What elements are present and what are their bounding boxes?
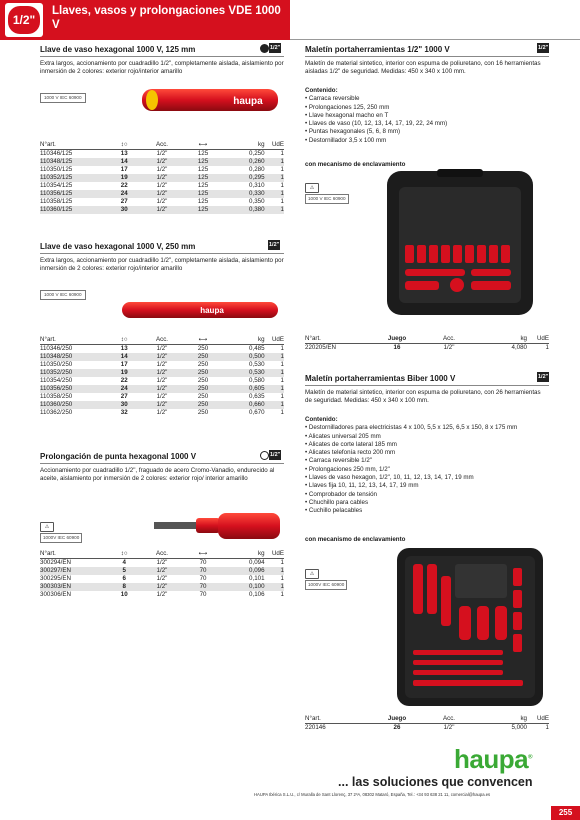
table-cell: 1 bbox=[280, 376, 284, 384]
col-kg: kg bbox=[224, 336, 265, 344]
drive-size-badge-label: 1/2" bbox=[8, 6, 40, 34]
table-row bbox=[305, 343, 549, 352]
table-cell: 1/2" bbox=[156, 197, 168, 205]
table-row bbox=[40, 409, 284, 417]
table-cell: 0,660 bbox=[224, 401, 265, 409]
col-size-icon: ↕○ bbox=[107, 336, 142, 344]
section-description: Accionamiento por cuadradillo 1/2", fraguado de acero Cromo-Vanadio, endurecido al aceite, aislamiento por inmersión de 2 colores: exterior rojo/ interior amarillo bbox=[40, 467, 275, 483]
col-unit: UdE bbox=[527, 715, 549, 723]
table-cell: 1/2" bbox=[141, 567, 182, 575]
table-cell: 1 bbox=[280, 344, 284, 352]
table-cell: 70 bbox=[199, 574, 207, 582]
certification-badge bbox=[305, 183, 349, 204]
col-article: N°art. bbox=[305, 335, 367, 343]
table-cell: 1/2" bbox=[141, 190, 182, 198]
table-cell: 4 bbox=[122, 558, 126, 566]
list-item: • Carraca reversible 1/2" bbox=[305, 457, 549, 465]
drive-indicator bbox=[260, 43, 281, 54]
section-rule bbox=[40, 253, 284, 254]
col-set: Juego bbox=[367, 715, 427, 723]
table-cell: 0,295 bbox=[224, 174, 265, 182]
drive-label: 1/2" bbox=[270, 45, 281, 51]
col-length-icon: ⟷ bbox=[183, 336, 224, 344]
table-row bbox=[40, 558, 284, 567]
table-cell: 1 bbox=[280, 149, 284, 157]
col-unit: UdE bbox=[265, 141, 284, 149]
table-cell: 14 bbox=[107, 353, 142, 361]
table-cell: 1 bbox=[545, 723, 549, 731]
certification-badge bbox=[40, 522, 82, 543]
certification-text: 1000V IEC 60900 bbox=[40, 533, 82, 543]
col-length-icon: ⟷ bbox=[183, 141, 224, 149]
drive-label: 1/2" bbox=[269, 242, 280, 248]
table-cell: 1 bbox=[265, 385, 284, 393]
table-cell: 17 bbox=[120, 165, 128, 173]
section-description: Maletín de material sintetico, interior con espuma de poliuretano, con 16 herramientas aisladas 1/2" de seguridad. Medidas: 450 x 340 x 100 mm. bbox=[305, 60, 541, 76]
table-cell: 0,530 bbox=[224, 369, 265, 377]
table-cell: 1/2" bbox=[156, 165, 168, 173]
table-row bbox=[40, 206, 284, 214]
table-row bbox=[40, 393, 284, 401]
table-cell: 0,094 bbox=[249, 558, 265, 566]
table-cell: 125 bbox=[183, 190, 224, 198]
socket-250-image bbox=[120, 300, 280, 320]
hex-drive-icon bbox=[260, 44, 269, 53]
table-row bbox=[40, 174, 284, 182]
table-cell: 220205/EN bbox=[305, 343, 336, 351]
table-cell: 5 bbox=[107, 567, 142, 575]
table-cell: 1 bbox=[280, 408, 284, 416]
table-cell: 110362/250 bbox=[40, 408, 73, 416]
table-cell: 1/2" bbox=[156, 574, 168, 582]
table-cell: 110354/250 bbox=[40, 376, 73, 384]
table-cell: 250 bbox=[183, 353, 224, 361]
warning-triangle-icon: ⚠ bbox=[305, 183, 319, 193]
table-row bbox=[40, 182, 284, 190]
table-cell: 250 bbox=[197, 344, 209, 352]
col-article: N°art. bbox=[40, 141, 107, 149]
table-cell: 1 bbox=[265, 206, 284, 214]
certification-text: 1000 V IEC 60900 bbox=[305, 194, 349, 204]
table-cell: 13 bbox=[120, 344, 128, 352]
table-cell: 70 bbox=[199, 590, 207, 598]
product-table bbox=[305, 715, 549, 732]
section-title: Llave de vaso hexagonal 1000 V, 125 mm bbox=[40, 45, 196, 54]
slogan: ... las soluciones que convencen bbox=[338, 775, 533, 789]
hex-drive-icon bbox=[260, 451, 269, 460]
list-item: • Chuchillo para cables bbox=[305, 499, 549, 507]
certification-badge: 1000 V IEC 60900 bbox=[40, 93, 86, 103]
table-cell: 220146 bbox=[305, 723, 326, 731]
table-cell: 125 bbox=[197, 165, 209, 173]
col-length-icon: ⟷ bbox=[183, 550, 224, 558]
table-cell: 1/2" bbox=[141, 369, 182, 377]
table-cell: 110356/250 bbox=[40, 385, 107, 393]
table-cell: 1/2" bbox=[156, 360, 168, 368]
table-cell: 0,250 bbox=[249, 149, 265, 157]
table-cell: 5,000 bbox=[511, 723, 527, 731]
table-cell: 250 bbox=[197, 360, 209, 368]
section-socket-125 bbox=[40, 45, 284, 230]
list-item: • Alicates universal 205 mm bbox=[305, 433, 549, 441]
tool-case-biber-image bbox=[395, 546, 545, 708]
col-unit: UdE bbox=[265, 336, 284, 344]
tool-brand-text: haupa bbox=[200, 306, 224, 315]
table-cell: 0,380 bbox=[224, 206, 265, 214]
section-title: Maletín portaherramientas 1/2" 1000 V bbox=[305, 45, 450, 54]
table-cell: 0,350 bbox=[249, 197, 265, 205]
table-cell: 110346/250 bbox=[40, 344, 73, 352]
table-cell: 110348/125 bbox=[40, 158, 107, 166]
table-cell: 24 bbox=[107, 385, 142, 393]
page-number: 255 bbox=[551, 806, 580, 820]
drive-indicator bbox=[268, 240, 280, 251]
table-cell: 0,605 bbox=[224, 385, 265, 393]
table-cell: 1/2" bbox=[141, 174, 182, 182]
list-item: • Alicates de corte lateral 185 mm bbox=[305, 441, 549, 449]
table-cell: 1/2" bbox=[156, 344, 168, 352]
table-cell: 0,280 bbox=[249, 165, 265, 173]
table-cell: 10 bbox=[120, 590, 128, 598]
table-cell: 110350/125 bbox=[40, 165, 73, 173]
table-cell: 26 bbox=[393, 723, 401, 731]
table-cell: 110348/250 bbox=[40, 353, 107, 361]
table-row bbox=[40, 166, 284, 174]
table-cell: 22 bbox=[120, 181, 128, 189]
list-item: • Cuchillo pelacables bbox=[305, 507, 549, 515]
table-cell: 110358/250 bbox=[40, 392, 73, 400]
certification-badge bbox=[305, 569, 347, 590]
section-rule bbox=[305, 385, 549, 386]
table-row bbox=[40, 353, 284, 361]
table-cell: 250 bbox=[197, 376, 209, 384]
table-cell: 1/2" bbox=[156, 590, 168, 598]
table-cell: 1 bbox=[265, 401, 284, 409]
col-drive: Acc. bbox=[141, 550, 182, 558]
table-cell: 1/2" bbox=[156, 558, 168, 566]
section-title: Llave de vaso hexagonal 1000 V, 250 mm bbox=[40, 242, 196, 251]
col-size-icon: ↕○ bbox=[107, 141, 142, 149]
table-cell: 70 bbox=[183, 583, 224, 591]
table-cell: 27 bbox=[120, 392, 128, 400]
list-item: • Llaves fija 10, 11, 12, 13, 14, 17, 19 mm bbox=[305, 482, 549, 490]
table-cell: 70 bbox=[183, 567, 224, 575]
col-article: N°art. bbox=[305, 715, 367, 723]
table-cell: 250 bbox=[183, 385, 224, 393]
contents-list bbox=[305, 87, 549, 145]
table-cell: 1/2" bbox=[141, 583, 182, 591]
table-cell: 110356/125 bbox=[40, 190, 107, 198]
table-cell: 1/2" bbox=[156, 408, 168, 416]
table-cell: 14 bbox=[107, 158, 142, 166]
product-table bbox=[40, 336, 284, 417]
col-kg: kg bbox=[471, 335, 527, 343]
table-cell: 300294/EN bbox=[40, 558, 71, 566]
table-cell: 1/2" bbox=[141, 206, 182, 214]
col-kg: kg bbox=[224, 141, 265, 149]
table-cell: 110346/125 bbox=[40, 149, 73, 157]
product-table bbox=[40, 550, 284, 599]
hex-bit-extension-image bbox=[152, 508, 282, 544]
list-item: • Llave hexagonal macho en T bbox=[305, 112, 549, 120]
table-cell: 70 bbox=[199, 558, 207, 566]
section-description: Maletín de material sintetico, interior con espuma de poliuretano, con 26 herramientas de seguridad. Medidas: 450 x 340 x 100 mm. bbox=[305, 389, 541, 405]
col-unit: UdE bbox=[527, 335, 549, 343]
section-tool-case-16 bbox=[305, 45, 549, 360]
table-cell: 1 bbox=[280, 590, 284, 598]
table-row bbox=[40, 190, 284, 198]
section-description: Extra largos, accionamiento por cuadradillo 1/2", completamente aislada, aislamiento por inmersión de 2 colores: exterior rojo/interior amarillo bbox=[40, 257, 284, 273]
table-cell: 1 bbox=[265, 174, 284, 182]
table-cell: 1/2" bbox=[141, 401, 182, 409]
table-cell: 0,096 bbox=[224, 567, 265, 575]
table-row bbox=[40, 567, 284, 575]
table-cell: 8 bbox=[107, 583, 142, 591]
col-unit: UdE bbox=[265, 550, 284, 558]
list-item: • Prolongaciones 250 mm, 1/2" bbox=[305, 466, 549, 474]
table-cell: 250 bbox=[183, 401, 224, 409]
drive-indicator bbox=[537, 372, 549, 383]
col-kg: kg bbox=[224, 550, 265, 558]
table-row bbox=[40, 385, 284, 393]
section-title: Maletín portaherramientas Biber 1000 V bbox=[305, 374, 456, 383]
section-rule bbox=[40, 463, 284, 464]
section-description: Extra largos, accionamiento por cuadradillo 1/2", completamente aislada, aislamiento por inmersión de 2 colores: exterior rojo/interior amarillo bbox=[40, 60, 284, 76]
table-cell: 1 bbox=[545, 343, 549, 351]
table-cell: 16 bbox=[393, 343, 401, 351]
table-cell: 1/2" bbox=[156, 181, 168, 189]
table-cell: 1/2" bbox=[156, 392, 168, 400]
table-cell: 1 bbox=[265, 369, 284, 377]
contents-list bbox=[305, 416, 549, 516]
certification-badge: 1000 V IEC 60900 bbox=[40, 290, 86, 300]
table-cell: 0,580 bbox=[249, 376, 265, 384]
table-cell: 125 bbox=[197, 197, 209, 205]
table-cell: 22 bbox=[120, 376, 128, 384]
list-item: • Destornillador 3,5 x 100 mm bbox=[305, 137, 549, 145]
table-cell: 32 bbox=[120, 408, 128, 416]
table-cell: 300306/EN bbox=[40, 590, 71, 598]
table-cell: 125 bbox=[197, 149, 209, 157]
drive-label: 1/2" bbox=[270, 452, 281, 458]
table-cell: 1/2" bbox=[141, 158, 182, 166]
table-cell: 125 bbox=[183, 158, 224, 166]
table-cell: 0,485 bbox=[249, 344, 265, 352]
table-cell: 17 bbox=[120, 360, 128, 368]
table-cell: 1 bbox=[265, 583, 284, 591]
table-cell: 110350/250 bbox=[40, 360, 73, 368]
list-item: • Llaves de vaso hexagon, 1/2", 10, 11, 12, 13, 14, 17, 19 mm bbox=[305, 474, 549, 482]
col-article: N°art. bbox=[40, 336, 107, 344]
product-table bbox=[40, 141, 284, 214]
locking-mechanism-note: con mecanismo de enclavamiento bbox=[305, 161, 406, 168]
table-cell: 1 bbox=[280, 558, 284, 566]
section-hex-bit-extension bbox=[40, 452, 284, 612]
warning-triangle-icon: ⚠ bbox=[40, 522, 54, 532]
certification-text: 1000V IEC 60900 bbox=[305, 580, 347, 590]
table-cell: 110360/250 bbox=[40, 401, 107, 409]
table-cell: 1 bbox=[265, 353, 284, 361]
table-cell: 1 bbox=[280, 360, 284, 368]
socket-125-image bbox=[140, 87, 282, 113]
drive-label: 1/2" bbox=[538, 45, 549, 51]
col-kg: kg bbox=[471, 715, 527, 723]
table-cell: 0,100 bbox=[224, 583, 265, 591]
table-cell: 125 bbox=[183, 174, 224, 182]
table-cell: 300297/EN bbox=[40, 567, 107, 575]
table-row bbox=[40, 401, 284, 409]
table-cell: 125 bbox=[197, 181, 209, 189]
table-cell: 1/2" bbox=[141, 385, 182, 393]
table-cell: 0,330 bbox=[224, 190, 265, 198]
table-row bbox=[40, 149, 284, 158]
table-cell: 1/2" bbox=[443, 343, 455, 351]
section-title: Prolongación de punta hexagonal 1000 V bbox=[40, 452, 197, 461]
table-cell: 27 bbox=[120, 197, 128, 205]
table-row bbox=[40, 369, 284, 377]
table-cell: 0,635 bbox=[249, 392, 265, 400]
section-rule bbox=[305, 56, 549, 57]
table-cell: 30 bbox=[107, 206, 142, 214]
table-row bbox=[40, 344, 284, 353]
table-cell: 1/2" bbox=[141, 353, 182, 361]
table-cell: 110352/125 bbox=[40, 174, 107, 182]
table-row bbox=[40, 198, 284, 206]
table-row bbox=[40, 361, 284, 369]
table-cell: 0,310 bbox=[249, 181, 265, 189]
section-rule bbox=[40, 56, 284, 57]
drive-indicator bbox=[537, 43, 549, 54]
table-cell: 300295/EN bbox=[40, 574, 71, 582]
table-cell: 0,670 bbox=[249, 408, 265, 416]
table-cell: 19 bbox=[107, 174, 142, 182]
table-row bbox=[40, 591, 284, 599]
col-set: Juego bbox=[367, 335, 427, 343]
tool-brand-text: haupa bbox=[233, 96, 263, 107]
table-cell: 250 bbox=[183, 369, 224, 377]
section-tool-case-biber bbox=[305, 374, 549, 739]
table-cell: 6 bbox=[122, 574, 126, 582]
table-cell: 0,106 bbox=[249, 590, 265, 598]
table-cell: 1 bbox=[280, 197, 284, 205]
locking-mechanism-note: con mecanismo de enclavamiento bbox=[305, 536, 406, 543]
table-cell: 110360/125 bbox=[40, 206, 107, 214]
table-cell: 1/2" bbox=[156, 149, 168, 157]
col-drive: Acc. bbox=[141, 336, 182, 344]
header-rule bbox=[290, 39, 580, 40]
list-item: • Prolongaciones 125, 250 mm bbox=[305, 104, 549, 112]
section-socket-250 bbox=[40, 242, 284, 437]
col-drive: Acc. bbox=[141, 141, 182, 149]
list-item: • Carraca reversible bbox=[305, 95, 549, 103]
page-header-banner bbox=[0, 0, 290, 40]
contents-heading: Contenido: bbox=[305, 87, 338, 94]
table-cell: 250 bbox=[197, 392, 209, 400]
col-size-icon: ↕○ bbox=[107, 550, 142, 558]
table-row bbox=[40, 377, 284, 385]
col-drive: Acc. bbox=[427, 715, 471, 723]
table-cell: 0,500 bbox=[224, 353, 265, 361]
table-cell: 1 bbox=[265, 567, 284, 575]
col-drive: Acc. bbox=[427, 335, 471, 343]
table-cell: 110354/125 bbox=[40, 181, 73, 189]
table-cell: 0,260 bbox=[224, 158, 265, 166]
table-cell: 30 bbox=[107, 401, 142, 409]
drive-size-badge bbox=[5, 3, 43, 37]
table-cell: 110352/250 bbox=[40, 369, 107, 377]
table-cell: 1 bbox=[280, 181, 284, 189]
page-title: Llaves, vasos y prolongaciones VDE 1000 V bbox=[52, 5, 281, 31]
table-cell: 110358/125 bbox=[40, 197, 73, 205]
table-row bbox=[40, 583, 284, 591]
table-cell: 125 bbox=[183, 206, 224, 214]
list-item: • Alicates telefonía recto 200 mm bbox=[305, 449, 549, 457]
company-address: HAUPA Ibérica S.L.U., c/ Muralla de Sant Llorenç, 37 2ºA, 08302 Mataró, España, Tel.: +34 93 638 21 11, comercial@haupa.es bbox=[254, 792, 491, 797]
list-item: • Llaves de vaso (10, 12, 13, 14, 17, 19, 22, 24 mm) bbox=[305, 120, 549, 128]
table-cell: 1/2" bbox=[156, 376, 168, 384]
table-row bbox=[305, 723, 549, 732]
table-cell: 1 bbox=[265, 190, 284, 198]
warning-triangle-icon: ⚠ bbox=[305, 569, 319, 579]
table-cell: 13 bbox=[120, 149, 128, 157]
table-row bbox=[40, 158, 284, 166]
table-cell: 250 bbox=[197, 408, 209, 416]
list-item: • Comprobador de tensión bbox=[305, 491, 549, 499]
col-article: N°art. bbox=[40, 550, 107, 558]
contents-heading: Contenido: bbox=[305, 416, 338, 423]
tool-case-16-image bbox=[385, 169, 535, 317]
drive-indicator bbox=[260, 450, 281, 461]
table-cell: 1 bbox=[280, 574, 284, 582]
table-cell: 1 bbox=[280, 392, 284, 400]
table-cell: 0,101 bbox=[249, 574, 265, 582]
table-row bbox=[40, 575, 284, 583]
list-item: • Puntas hexagonales (5, 6, 8 mm) bbox=[305, 128, 549, 136]
haupa-logo: haupa® bbox=[454, 744, 532, 774]
drive-label: 1/2" bbox=[538, 374, 549, 380]
table-cell: 1 bbox=[265, 158, 284, 166]
table-cell: 1 bbox=[280, 165, 284, 173]
table-cell: 19 bbox=[107, 369, 142, 377]
table-cell: 0,530 bbox=[249, 360, 265, 368]
logo-text: haupa bbox=[454, 744, 529, 774]
table-cell: 24 bbox=[107, 190, 142, 198]
table-cell: 1/2" bbox=[443, 723, 455, 731]
list-item: • Destornilladores para electricistas 4 x 100, 5,5 x 125, 6,5 x 150, 8 x 175 mm bbox=[305, 424, 549, 432]
product-table bbox=[305, 335, 549, 352]
table-cell: 300303/EN bbox=[40, 583, 107, 591]
table-cell: 4,080 bbox=[511, 343, 527, 351]
